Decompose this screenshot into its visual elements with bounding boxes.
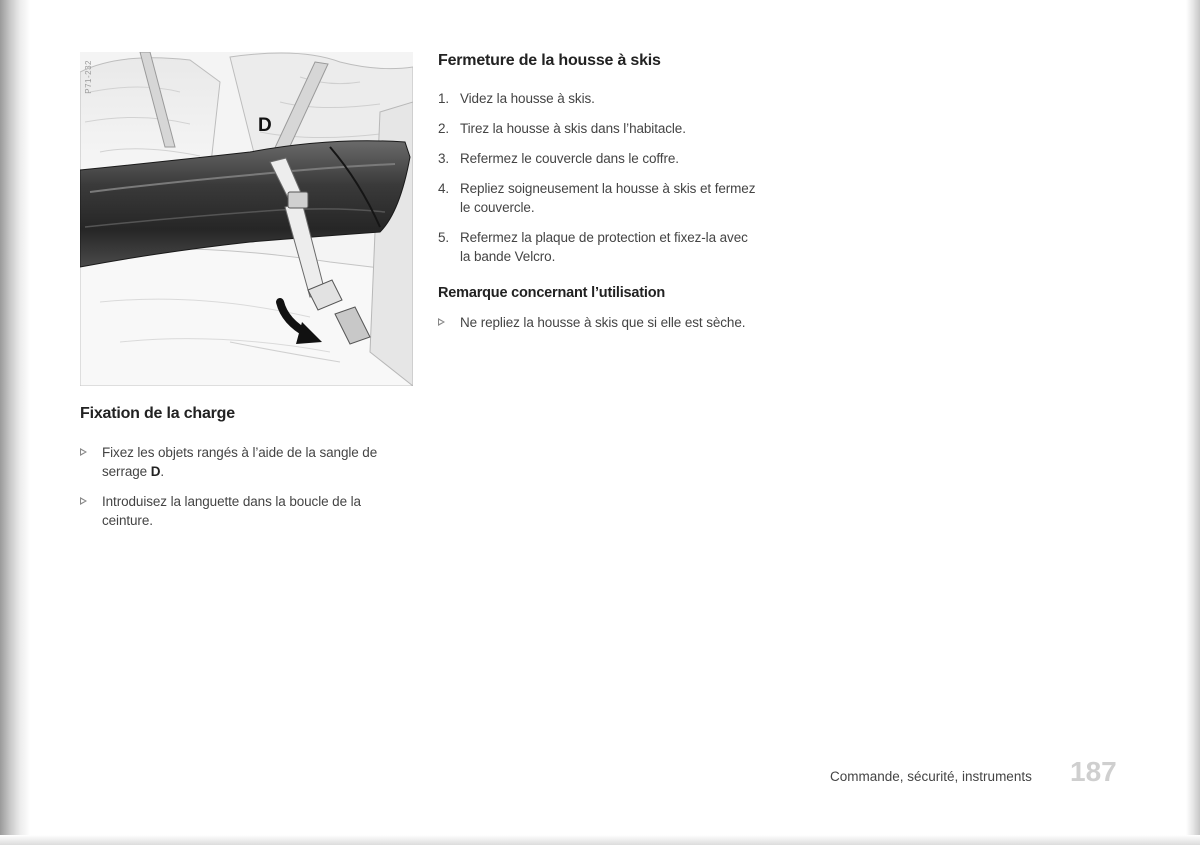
triangle-bullet-icon [438, 318, 445, 326]
step-number: 3. [438, 151, 450, 166]
steps-list [438, 89, 758, 277]
step-number: 2. [438, 121, 450, 136]
list-item [80, 492, 415, 530]
step-number: 5. [438, 230, 450, 245]
item-text: Fixez les objets rangés à l’aide de la sangle de serrage [102, 445, 378, 479]
step-text: Repliez soigneusement la housse à skis et fermez le couvercle. [460, 181, 756, 215]
figure-callout-label: D [258, 115, 272, 136]
step-text: Refermez le couvercle dans le coffre. [460, 151, 679, 166]
item-text: Ne repliez la housse à skis que si elle est sèche. [460, 315, 746, 330]
page-bottom-shadow [0, 835, 1200, 845]
section-title-ski-bag-closing: Fermeture de la housse à skis [438, 52, 661, 69]
load-securing-list [80, 443, 415, 541]
step-item [438, 149, 758, 168]
triangle-bullet-icon [80, 497, 87, 505]
step-text: Tirez la housse à skis dans l’habitacle. [460, 121, 686, 136]
note-title: Remarque concernant l’utilisation [438, 285, 666, 301]
step-text: Refermez la plaque de protection et fixez-la avec la bande Velcro. [460, 230, 748, 264]
page-number: 187 [1070, 756, 1117, 787]
footer-section-name: Commande, sécurité, instruments [830, 769, 1032, 784]
page-edge-shadow [1186, 0, 1200, 845]
step-item [438, 228, 758, 266]
item-ref: D [150, 464, 161, 479]
section-title-load-securing: Fixation de la charge [80, 405, 235, 422]
list-item [438, 313, 758, 332]
note-list [438, 313, 758, 343]
step-text: Videz la housse à skis. [460, 91, 595, 106]
step-item [438, 179, 758, 217]
list-item [80, 443, 415, 481]
step-item [438, 119, 758, 138]
step-number: 1. [438, 91, 450, 106]
ski-bag-illustration [80, 52, 413, 386]
item-text-end: . [160, 464, 165, 479]
step-number: 4. [438, 181, 450, 196]
figure-code: P71-232 [84, 60, 93, 94]
item-text: Introduisez la languette dans la boucle de la ceinture. [102, 494, 361, 528]
page-binding-shadow [0, 0, 30, 845]
step-item [438, 89, 758, 108]
triangle-bullet-icon [80, 448, 87, 456]
